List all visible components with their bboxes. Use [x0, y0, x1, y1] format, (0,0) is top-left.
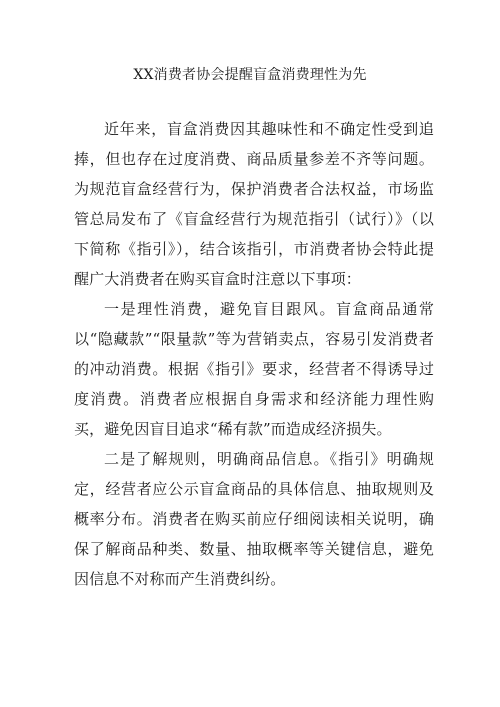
paragraph-intro: 近年来，盲盒消费因其趣味性和不确定性受到追捧，但也存在过度消费、商品质量参差不齐等问题。为规范盲盒经营行为，保护消费者合法权益，市场监管总局发布了《盲盒经营行为规范指引（试行）》（以下简称《指引》），结合该指引，市消费者协会特此提醒广大消费者在购买盲盒时注意以下事项：	[74, 120, 434, 288]
document-title: XX消费者协会提醒盲盒消费理性为先	[133, 67, 367, 83]
paragraph-point-two: 二是了解规则，明确商品信息。《指引》明确规定，经营者应公示盲盒商品的具体信息、抽取规则及概率分布。消费者在购买前应仔细阅读相关说明，确保了解商品种类、数量、抽取概率等关键信息，避免因信息不对称而产生消费纠纷。	[74, 450, 434, 588]
paragraph-point-one: 一是理性消费，避免盲目跟风。盲盒商品通常以“隐藏款”“限量款”等为营销卖点，容易引发消费者的冲动消费。根据《指引》要求，经营者不得诱导过度消费。消费者应根据自身需求和经济能力理性购买，避免因盲目追求“稀有款”而造成经济损失。	[74, 300, 434, 438]
document-body	[74, 114, 434, 594]
